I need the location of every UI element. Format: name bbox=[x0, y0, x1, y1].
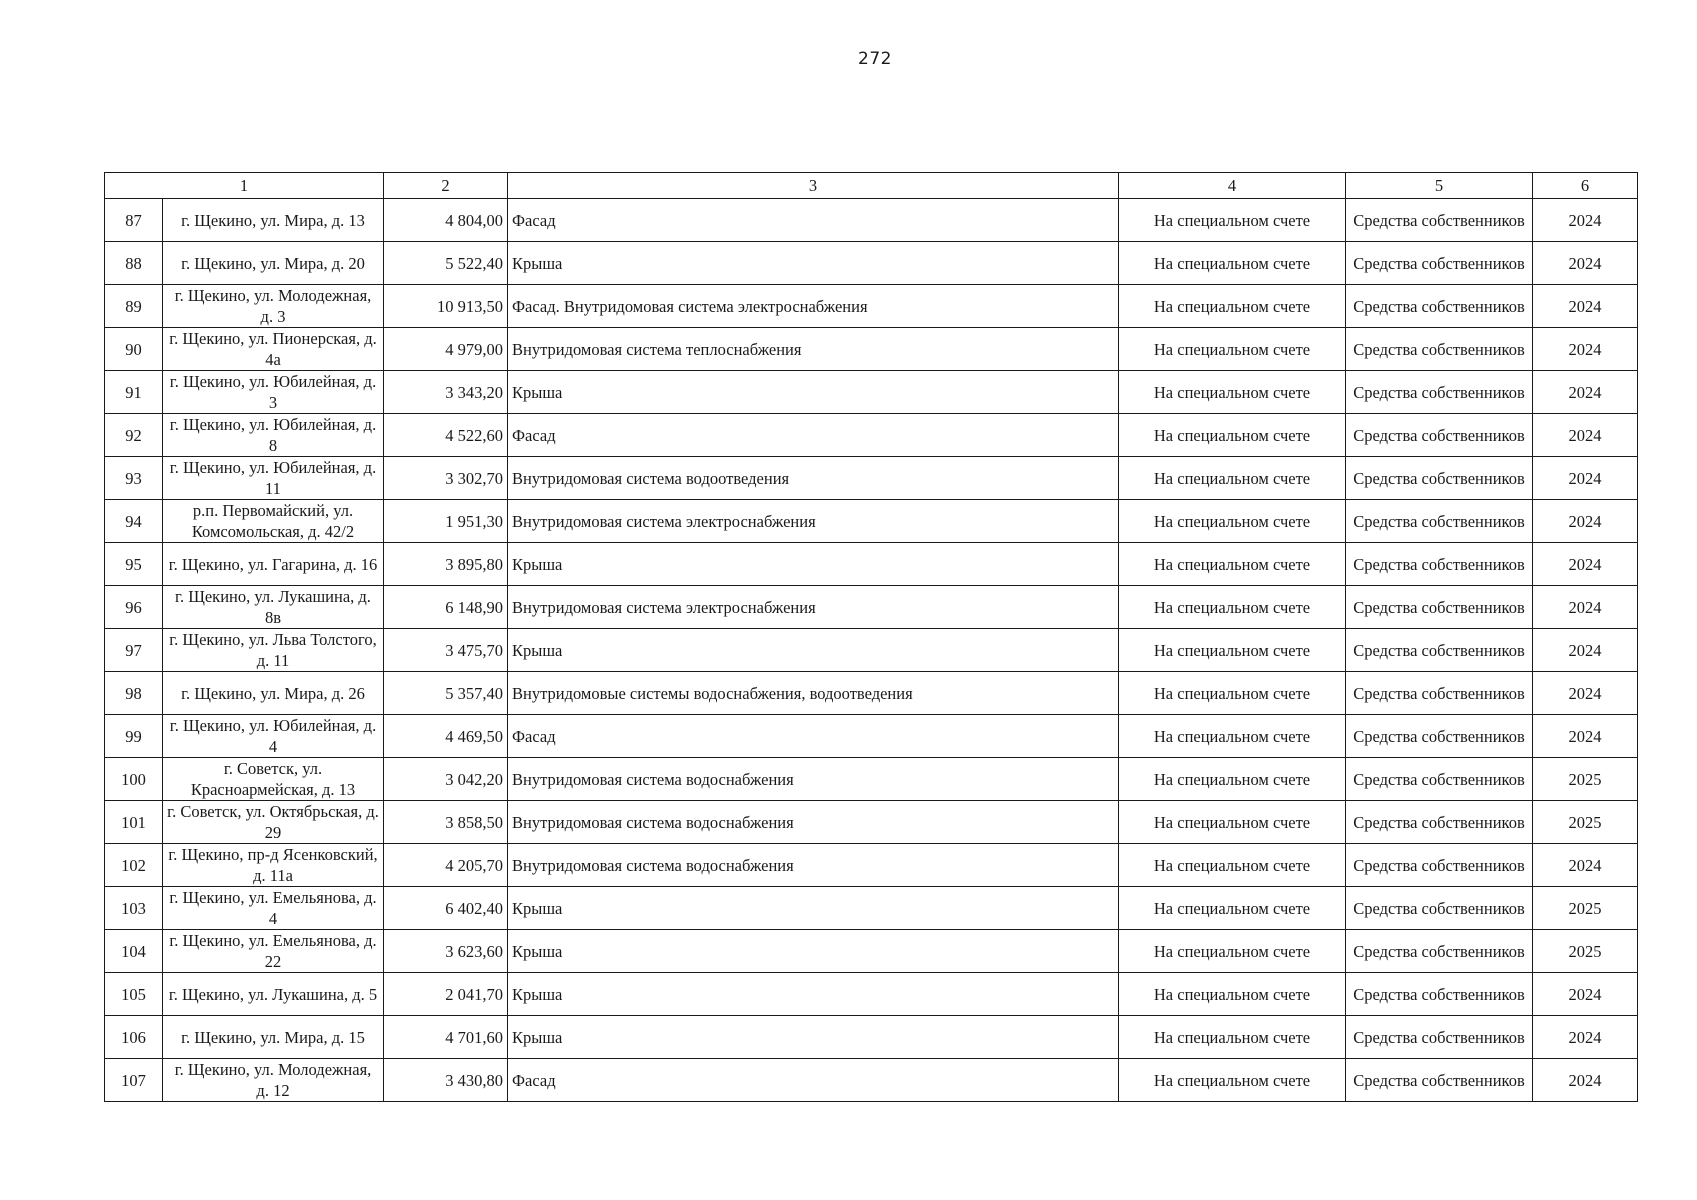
column-header-account: 4 bbox=[1119, 173, 1346, 199]
cost-cell: 1 951,30 bbox=[384, 500, 508, 543]
cost-cell: 3 858,50 bbox=[384, 801, 508, 844]
table-row bbox=[105, 328, 1638, 371]
address-cell: г. Щекино, ул. Молодежная, д. 3 bbox=[163, 285, 384, 328]
row-number-cell: 93 bbox=[105, 457, 163, 500]
cost-cell: 3 430,80 bbox=[384, 1059, 508, 1102]
cost-cell: 10 913,50 bbox=[384, 285, 508, 328]
cost-cell: 5 522,40 bbox=[384, 242, 508, 285]
funding-source-cell: Средства собственников bbox=[1346, 500, 1533, 543]
address-cell: г. Щекино, пр-д Ясенковский, д. 11а bbox=[163, 844, 384, 887]
address-cell: г. Щекино, ул. Юбилейная, д. 8 bbox=[163, 414, 384, 457]
table-row bbox=[105, 199, 1638, 242]
row-number-cell: 102 bbox=[105, 844, 163, 887]
works-cell: Фасад bbox=[508, 1059, 1119, 1102]
table-row bbox=[105, 844, 1638, 887]
table-row bbox=[105, 371, 1638, 414]
table-row bbox=[105, 285, 1638, 328]
address-cell: р.п. Первомайский, ул. Комсомольская, д. 42/2 bbox=[163, 500, 384, 543]
table-row bbox=[105, 801, 1638, 844]
row-number-cell: 95 bbox=[105, 543, 163, 586]
works-cell: Крыша bbox=[508, 930, 1119, 973]
works-cell: Крыша bbox=[508, 887, 1119, 930]
works-cell: Внутридомовые системы водоснабжения, водоотведения bbox=[508, 672, 1119, 715]
year-cell: 2024 bbox=[1533, 715, 1638, 758]
cost-cell: 3 475,70 bbox=[384, 629, 508, 672]
year-cell: 2024 bbox=[1533, 242, 1638, 285]
column-header-cost: 2 bbox=[384, 173, 508, 199]
account-type-cell: На специальном счете bbox=[1119, 543, 1346, 586]
funding-source-cell: Средства собственников bbox=[1346, 801, 1533, 844]
column-header-works: 3 bbox=[508, 173, 1119, 199]
row-number-cell: 105 bbox=[105, 973, 163, 1016]
funding-source-cell: Средства собственников bbox=[1346, 242, 1533, 285]
address-cell: г. Щекино, ул. Юбилейная, д. 3 bbox=[163, 371, 384, 414]
works-cell: Крыша bbox=[508, 543, 1119, 586]
account-type-cell: На специальном счете bbox=[1119, 844, 1346, 887]
account-type-cell: На специальном счете bbox=[1119, 672, 1346, 715]
year-cell: 2025 bbox=[1533, 758, 1638, 801]
funding-source-cell: Средства собственников bbox=[1346, 586, 1533, 629]
row-number-cell: 87 bbox=[105, 199, 163, 242]
page-number: 272 bbox=[858, 49, 892, 69]
address-cell: г. Щекино, ул. Молодежная, д. 12 bbox=[163, 1059, 384, 1102]
address-cell: г. Щекино, ул. Мира, д. 26 bbox=[163, 672, 384, 715]
year-cell: 2025 bbox=[1533, 930, 1638, 973]
year-cell: 2024 bbox=[1533, 1059, 1638, 1102]
cost-cell: 4 469,50 bbox=[384, 715, 508, 758]
cost-cell: 6 402,40 bbox=[384, 887, 508, 930]
works-cell: Крыша bbox=[508, 371, 1119, 414]
cost-cell: 4 804,00 bbox=[384, 199, 508, 242]
address-cell: г. Щекино, ул. Лукашина, д. 8в bbox=[163, 586, 384, 629]
funding-source-cell: Средства собственников bbox=[1346, 629, 1533, 672]
table-row bbox=[105, 1059, 1638, 1102]
cost-cell: 4 979,00 bbox=[384, 328, 508, 371]
table-row bbox=[105, 715, 1638, 758]
year-cell: 2024 bbox=[1533, 500, 1638, 543]
year-cell: 2024 bbox=[1533, 414, 1638, 457]
account-type-cell: На специальном счете bbox=[1119, 758, 1346, 801]
address-cell: г. Щекино, ул. Юбилейная, д. 4 bbox=[163, 715, 384, 758]
row-number-cell: 88 bbox=[105, 242, 163, 285]
works-cell: Крыша bbox=[508, 973, 1119, 1016]
works-cell: Внутридомовая система электроснабжения bbox=[508, 586, 1119, 629]
funding-source-cell: Средства собственников bbox=[1346, 457, 1533, 500]
row-number-cell: 103 bbox=[105, 887, 163, 930]
funding-source-cell: Средства собственников bbox=[1346, 844, 1533, 887]
address-cell: г. Щекино, ул. Лукашина, д. 5 bbox=[163, 973, 384, 1016]
table-row bbox=[105, 1016, 1638, 1059]
header-row bbox=[105, 173, 1638, 199]
address-cell: г. Щекино, ул. Мира, д. 15 bbox=[163, 1016, 384, 1059]
account-type-cell: На специальном счете bbox=[1119, 973, 1346, 1016]
account-type-cell: На специальном счете bbox=[1119, 629, 1346, 672]
cost-cell: 6 148,90 bbox=[384, 586, 508, 629]
cost-cell: 3 302,70 bbox=[384, 457, 508, 500]
year-cell: 2024 bbox=[1533, 672, 1638, 715]
year-cell: 2024 bbox=[1533, 285, 1638, 328]
funding-source-cell: Средства собственников bbox=[1346, 672, 1533, 715]
column-header-address: 1 bbox=[105, 173, 384, 199]
cost-cell: 4 205,70 bbox=[384, 844, 508, 887]
cost-cell: 5 357,40 bbox=[384, 672, 508, 715]
table-row bbox=[105, 973, 1638, 1016]
address-cell: г. Щекино, ул. Пионерская, д. 4а bbox=[163, 328, 384, 371]
works-cell: Крыша bbox=[508, 242, 1119, 285]
table-row bbox=[105, 930, 1638, 973]
works-cell: Внутридомовая система теплоснабжения bbox=[508, 328, 1119, 371]
funding-source-cell: Средства собственников bbox=[1346, 1059, 1533, 1102]
table-row bbox=[105, 629, 1638, 672]
account-type-cell: На специальном счете bbox=[1119, 457, 1346, 500]
row-number-cell: 90 bbox=[105, 328, 163, 371]
cost-cell: 2 041,70 bbox=[384, 973, 508, 1016]
year-cell: 2025 bbox=[1533, 801, 1638, 844]
funding-source-cell: Средства собственников bbox=[1346, 414, 1533, 457]
year-cell: 2024 bbox=[1533, 328, 1638, 371]
column-header-year: 6 bbox=[1533, 173, 1638, 199]
address-cell: г. Щекино, ул. Гагарина, д. 16 bbox=[163, 543, 384, 586]
funding-source-cell: Средства собственников bbox=[1346, 1016, 1533, 1059]
row-number-cell: 91 bbox=[105, 371, 163, 414]
cost-cell: 3 343,20 bbox=[384, 371, 508, 414]
row-number-cell: 98 bbox=[105, 672, 163, 715]
works-cell: Фасад. Внутридомовая система электроснабжения bbox=[508, 285, 1119, 328]
account-type-cell: На специальном счете bbox=[1119, 500, 1346, 543]
funding-source-cell: Средства собственников bbox=[1346, 199, 1533, 242]
works-cell: Фасад bbox=[508, 715, 1119, 758]
works-cell: Фасад bbox=[508, 414, 1119, 457]
cost-cell: 3 042,20 bbox=[384, 758, 508, 801]
funding-source-cell: Средства собственников bbox=[1346, 887, 1533, 930]
row-number-cell: 104 bbox=[105, 930, 163, 973]
row-number-cell: 96 bbox=[105, 586, 163, 629]
row-number-cell: 107 bbox=[105, 1059, 163, 1102]
table-row bbox=[105, 887, 1638, 930]
account-type-cell: На специальном счете bbox=[1119, 1016, 1346, 1059]
address-cell: г. Щекино, ул. Мира, д. 20 bbox=[163, 242, 384, 285]
year-cell: 2024 bbox=[1533, 973, 1638, 1016]
row-number-cell: 100 bbox=[105, 758, 163, 801]
works-cell: Крыша bbox=[508, 629, 1119, 672]
year-cell: 2024 bbox=[1533, 543, 1638, 586]
address-cell: г. Щекино, ул. Мира, д. 13 bbox=[163, 199, 384, 242]
year-cell: 2024 bbox=[1533, 629, 1638, 672]
account-type-cell: На специальном счете bbox=[1119, 715, 1346, 758]
row-number-cell: 94 bbox=[105, 500, 163, 543]
repair-program-table bbox=[104, 172, 1638, 1102]
table-row bbox=[105, 672, 1638, 715]
works-cell: Фасад bbox=[508, 199, 1119, 242]
row-number-cell: 97 bbox=[105, 629, 163, 672]
account-type-cell: На специальном счете bbox=[1119, 199, 1346, 242]
column-header-source: 5 bbox=[1346, 173, 1533, 199]
address-cell: г. Щекино, ул. Юбилейная, д. 11 bbox=[163, 457, 384, 500]
year-cell: 2024 bbox=[1533, 844, 1638, 887]
account-type-cell: На специальном счете bbox=[1119, 887, 1346, 930]
funding-source-cell: Средства собственников bbox=[1346, 543, 1533, 586]
funding-source-cell: Средства собственников bbox=[1346, 371, 1533, 414]
funding-source-cell: Средства собственников bbox=[1346, 973, 1533, 1016]
year-cell: 2025 bbox=[1533, 887, 1638, 930]
table-row bbox=[105, 543, 1638, 586]
account-type-cell: На специальном счете bbox=[1119, 1059, 1346, 1102]
account-type-cell: На специальном счете bbox=[1119, 930, 1346, 973]
works-cell: Крыша bbox=[508, 1016, 1119, 1059]
funding-source-cell: Средства собственников bbox=[1346, 758, 1533, 801]
funding-source-cell: Средства собственников bbox=[1346, 715, 1533, 758]
account-type-cell: На специальном счете bbox=[1119, 242, 1346, 285]
works-cell: Внутридомовая система водоснабжения bbox=[508, 844, 1119, 887]
address-cell: г. Советск, ул. Красноармейская, д. 13 bbox=[163, 758, 384, 801]
row-number-cell: 89 bbox=[105, 285, 163, 328]
cost-cell: 4 701,60 bbox=[384, 1016, 508, 1059]
account-type-cell: На специальном счете bbox=[1119, 285, 1346, 328]
cost-cell: 3 623,60 bbox=[384, 930, 508, 973]
table-row bbox=[105, 242, 1638, 285]
year-cell: 2024 bbox=[1533, 457, 1638, 500]
works-cell: Внутридомовая система электроснабжения bbox=[508, 500, 1119, 543]
account-type-cell: На специальном счете bbox=[1119, 328, 1346, 371]
table-row bbox=[105, 586, 1638, 629]
address-cell: г. Щекино, ул. Льва Толстого, д. 11 bbox=[163, 629, 384, 672]
works-cell: Внутридомовая система водоснабжения bbox=[508, 801, 1119, 844]
address-cell: г. Советск, ул. Октябрьская, д. 29 bbox=[163, 801, 384, 844]
row-number-cell: 101 bbox=[105, 801, 163, 844]
account-type-cell: На специальном счете bbox=[1119, 371, 1346, 414]
table-row bbox=[105, 500, 1638, 543]
works-cell: Внутридомовая система водоснабжения bbox=[508, 758, 1119, 801]
works-cell: Внутридомовая система водоотведения bbox=[508, 457, 1119, 500]
year-cell: 2024 bbox=[1533, 371, 1638, 414]
table-row bbox=[105, 414, 1638, 457]
year-cell: 2024 bbox=[1533, 199, 1638, 242]
funding-source-cell: Средства собственников bbox=[1346, 328, 1533, 371]
cost-cell: 4 522,60 bbox=[384, 414, 508, 457]
account-type-cell: На специальном счете bbox=[1119, 414, 1346, 457]
account-type-cell: На специальном счете bbox=[1119, 801, 1346, 844]
account-type-cell: На специальном счете bbox=[1119, 586, 1346, 629]
row-number-cell: 92 bbox=[105, 414, 163, 457]
year-cell: 2024 bbox=[1533, 1016, 1638, 1059]
table-row bbox=[105, 758, 1638, 801]
table-row bbox=[105, 457, 1638, 500]
year-cell: 2024 bbox=[1533, 586, 1638, 629]
address-cell: г. Щекино, ул. Емельянова, д. 4 bbox=[163, 887, 384, 930]
funding-source-cell: Средства собственников bbox=[1346, 285, 1533, 328]
funding-source-cell: Средства собственников bbox=[1346, 930, 1533, 973]
table-body bbox=[105, 199, 1638, 1102]
row-number-cell: 99 bbox=[105, 715, 163, 758]
address-cell: г. Щекино, ул. Емельянова, д. 22 bbox=[163, 930, 384, 973]
cost-cell: 3 895,80 bbox=[384, 543, 508, 586]
row-number-cell: 106 bbox=[105, 1016, 163, 1059]
